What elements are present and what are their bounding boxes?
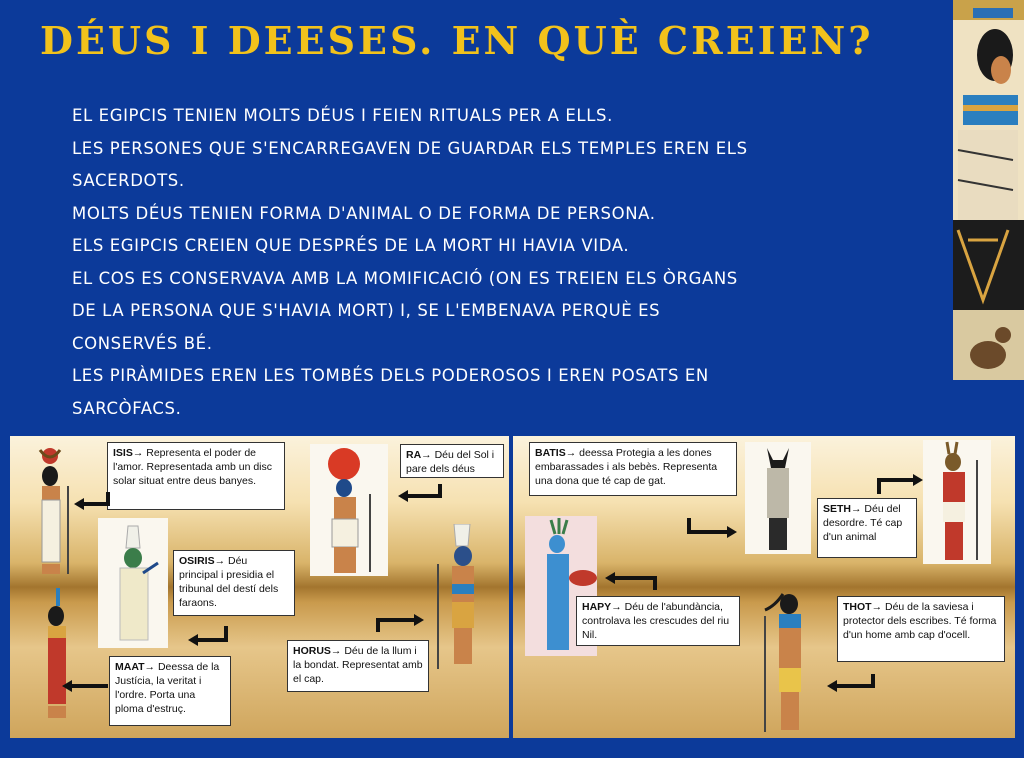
- intro-line: DE LA PERSONA QUE S'HAVIA MORT) I, SE L'EMBENAVA PERQUÈ ES: [72, 301, 661, 320]
- intro-line: MOLTS DÉUS TENIEN FORMA D'ANIMAL O DE FORMA DE PERSONA.: [72, 203, 656, 223]
- hapy-name: HAPY: [582, 601, 612, 613]
- batis-description: deessa Protegia a les dones embarassades i als bebès. Representa una dona que té cap de gat.: [535, 447, 718, 487]
- gods-panel-left: [10, 436, 509, 738]
- horus-card: [287, 640, 429, 692]
- intro-text: [72, 100, 832, 425]
- ra-figure: [310, 444, 388, 576]
- maat-name: MAAT: [115, 661, 145, 673]
- isis-name: ISIS: [113, 447, 133, 459]
- isis-description: Representa el poder de l'amor. Representada amb un disc solar situat entre deus banyes.: [113, 447, 273, 487]
- intro-line: CONSERVÉS BÉ.: [72, 333, 213, 353]
- intro-line: SARCÒFACS.: [72, 398, 182, 418]
- osiris-name: OSIRIS: [179, 555, 215, 567]
- osiris-card: [173, 550, 295, 616]
- pointer-arrow-icon: [60, 676, 110, 696]
- seth-description: Déu del desordre. Té cap d'un animal: [823, 503, 903, 543]
- arrow-icon: →: [144, 661, 156, 673]
- batis-figure: [745, 442, 811, 554]
- arrow-icon: →: [421, 449, 432, 461]
- isis-figure: [28, 446, 88, 586]
- horus-figure: [430, 524, 500, 674]
- intro-line: SACERDOTS.: [72, 171, 185, 190]
- arrow-icon: →: [565, 447, 577, 459]
- thot-name: THOT: [843, 601, 872, 613]
- thot-figure: [757, 586, 827, 736]
- arrow-icon: →: [330, 645, 342, 657]
- pointer-arrow-icon: [374, 614, 426, 636]
- egyptian-painting-image: [953, 0, 1024, 380]
- intro-line: LES PERSONES QUE S'ENCARREGAVEN DE GUARDAR ELS TEMPLES EREN ELS: [72, 138, 748, 158]
- pointer-arrow-icon: [186, 624, 230, 646]
- arrow-icon: →: [871, 601, 883, 613]
- maat-card: [109, 656, 231, 726]
- seth-figure: [923, 440, 991, 564]
- thot-card: [837, 596, 1005, 662]
- pointer-arrow-icon: [603, 570, 659, 594]
- intro-line: ELS EGIPCIS CREIEN QUE DESPRÉS DE LA MORT HI HAVIA VIDA.: [72, 236, 630, 255]
- pointer-arrow-icon: [825, 672, 877, 694]
- intro-line: EL COS ES CONSERVAVA AMB LA MOMIFICACIÓ (ON ES TREIEN ELS ÒRGANS: [72, 268, 738, 288]
- ra-description: Déu del Sol i pare dels déus: [406, 449, 495, 475]
- ra-card: [400, 444, 504, 478]
- intro-line: EL EGIPCIS TENIEN MOLTS DÉUS I FEIEN RITUALS PER A ELLS.: [72, 106, 613, 125]
- batis-name: BATIS: [535, 447, 566, 459]
- osiris-description: Déu principal i presidia el tribunal del destí dels faraons.: [179, 555, 279, 609]
- osiris-figure: [98, 518, 168, 648]
- ra-name: RA: [406, 449, 422, 461]
- gods-panel-right: [513, 436, 1015, 738]
- arrow-icon: →: [132, 447, 144, 459]
- isis-card: [107, 442, 285, 510]
- batis-card: [529, 442, 737, 496]
- hapy-card: [576, 596, 740, 646]
- pointer-arrow-icon: [72, 490, 112, 516]
- seth-name: SETH: [823, 503, 852, 515]
- arrow-icon: →: [851, 503, 862, 515]
- horus-description: Déu de la llum i la bondat. Representat amb el cap.: [293, 645, 423, 685]
- seth-card: [817, 498, 917, 558]
- horus-name: HORUS: [293, 645, 331, 657]
- thot-description: Déu de la saviesa i protector dels escribes. Té forma d'un home amb cap d'ocell.: [843, 601, 997, 641]
- hapy-description: Déu de l'abundància, controlava les crescudes del riu Nil.: [582, 601, 730, 641]
- pointer-arrow-icon: [875, 472, 925, 498]
- intro-line: LES PIRÀMIDES EREN LES TOMBÉS DELS PODEROSOS I EREN POSATS EN: [72, 366, 709, 385]
- pointer-arrow-icon: [396, 478, 446, 502]
- maat-figure: [32, 586, 92, 726]
- page-title: DÉUS I DEESES. EN QUÈ CREIEN?: [40, 18, 874, 63]
- arrow-icon: →: [611, 601, 622, 613]
- arrow-icon: →: [214, 555, 226, 567]
- maat-description: Deessa de la Justícia, la veritat i l'ordre. Porta una ploma d'estruç.: [115, 661, 220, 715]
- pointer-arrow-icon: [685, 516, 741, 540]
